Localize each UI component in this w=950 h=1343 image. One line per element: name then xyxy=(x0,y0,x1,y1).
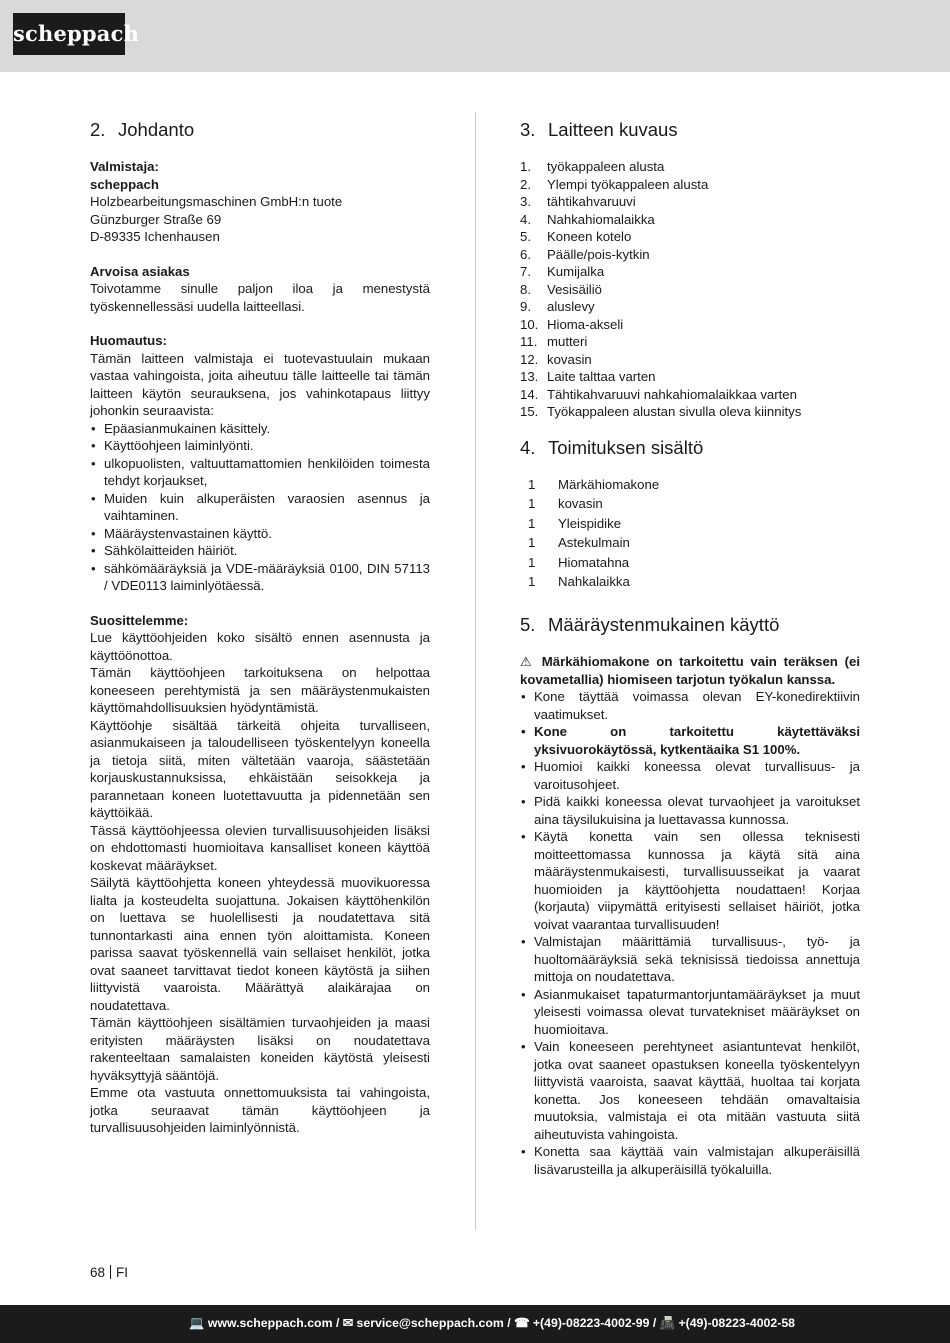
paragraph: Emme ota vastuuta onnettomuuksista tai vahingoista, jotka seuraavat tämän käyttöohjeen ja turvallisuusohjeiden laiminlyönnistä. xyxy=(90,1085,430,1135)
note-title: Huomautus: xyxy=(90,333,167,348)
item-name: Hiomatahna xyxy=(558,554,630,570)
quantity: 1 xyxy=(528,574,536,590)
address-line: Günzburger Straße 69 xyxy=(90,211,222,227)
paragraph: Käyttöohje sisältää tärkeitä ohjeita turvalliseen, asianmukaiseen ja taloudelliseen työskentelyyn koneella ja tietoja siitä, miten vältetään vaaroja, säästetään korjauskustannuksissa, ehkäistään seisokkeja ja parannetaan koneen luotettavuutta ja pidennetään sen käyttöikää. xyxy=(90,717,430,820)
mail-icon: ✉ xyxy=(342,1316,354,1330)
list-item: • Käyttöohjeen laiminlyönti. xyxy=(90,437,430,455)
separator: / xyxy=(335,1316,340,1330)
dear-customer-title: Arvoisa asiakas xyxy=(90,263,190,279)
item-text: kovasin xyxy=(547,351,592,367)
computer-icon: 💻 xyxy=(189,1316,205,1330)
table-row xyxy=(528,476,659,496)
item-number: 9. xyxy=(520,299,531,314)
page-number xyxy=(90,1265,128,1280)
list-item: • Sähkölaitteiden häiriöt. xyxy=(90,542,430,560)
paragraph: Tämän käyttöohjeen tarkoituksena on helpottaa koneeseen perehtymistä ja sen määräystenmukaisten käyttömahdollisuuksien hyödyntämistä. xyxy=(90,665,430,715)
paragraph: Tässä käyttöohjeessa olevien turvallisuusohjeiden lisäksi on ehdottomasti huomioitava kansalliset koneen käyttöä koskevat määräykset. xyxy=(90,822,430,873)
page-number-separator xyxy=(110,1265,111,1279)
list-item xyxy=(520,298,860,316)
list-item xyxy=(520,176,860,194)
item-text: Hioma-akseli xyxy=(547,316,624,332)
item-number: 6. xyxy=(520,246,531,262)
item-text: Vesisäiliö xyxy=(547,281,602,297)
manufacturer-block xyxy=(90,158,430,246)
paragraph: Lue käyttöohjeiden koko sisältö ennen asennusta ja käyttöönottoa. xyxy=(90,630,430,663)
paragraph: Säilytä käyttöohjetta koneen yhteydessä muovikuoressa lialta ja kosteudelta suojattuna. Jokaisen käyttöhenkilön on luettava se huolellisesti ja noudatettava sitä tunnontarkasti aina ennen työn aloittamista. Koneen parissa saavat työskennellä vain sellaiset henkilöt, jotka ovat saaneet tarvittavat tiedot koneen käytöstä ja siihen liittyvistä vaaroista. Määrättyä alaikärajaa on noudatettava. xyxy=(90,875,430,1013)
paragraph: Tämän käyttöohjeen sisältämien turvaohjeiden ja maasi erityisten määräysten lisäksi on noudatettava rakenteeltaan samalaisten koneiden käytöstä yleisesti hyväksyttyjä sääntöjä. xyxy=(90,1015,430,1083)
item-text: aluslevy xyxy=(547,299,595,314)
page-number-value: 68 xyxy=(90,1265,106,1280)
list-item: • Epäasianmukainen käsittely. xyxy=(90,420,430,438)
item-name: Nahkalaikka xyxy=(558,574,630,590)
section-number: 3. xyxy=(520,119,536,140)
right-column xyxy=(520,118,860,1178)
delivery-table xyxy=(528,476,659,594)
parts-list xyxy=(520,158,860,421)
scheppach-logo: scheppach xyxy=(13,13,125,55)
item-number: 8. xyxy=(520,281,531,297)
list-item: • Pidä kaikki koneessa olevat turvaohjeet ja varoitukset aina täysilukuisina ja luettavassa kunnossa. xyxy=(520,793,860,828)
column-divider xyxy=(475,112,476,1230)
item-number: 13. xyxy=(520,369,539,384)
list-item: • Kone täyttää voimassa olevan EY-konedirektiivin vaatimukset. xyxy=(520,688,860,723)
manufacturer-label: Valmistaja: xyxy=(90,159,159,174)
item-number: 7. xyxy=(520,264,531,279)
list-item xyxy=(520,386,860,404)
table-row xyxy=(528,573,659,593)
warning-icon: ⚠ xyxy=(520,654,535,670)
list-item: • ulkopuolisten, valtuuttamattomien henkilöiden toimesta tehdyt korjaukset, xyxy=(90,455,430,490)
item-name: Astekulmain xyxy=(558,535,630,551)
item-text: Päälle/pois-kytkin xyxy=(547,246,650,262)
section-heading-delivery-contents xyxy=(520,436,860,460)
quantity: 1 xyxy=(528,535,536,551)
item-text: Työkappaleen alustan sivulla oleva kiinnitys xyxy=(547,404,802,419)
table-row xyxy=(528,515,659,535)
manufacturer-name: scheppach xyxy=(90,176,159,192)
left-column xyxy=(90,118,430,1154)
item-number: 1. xyxy=(520,159,531,174)
contact-line xyxy=(189,1316,795,1331)
email-link[interactable]: service@scheppach.com xyxy=(356,1316,504,1330)
fax-number: +(49)-08223-4002-58 xyxy=(678,1316,795,1330)
item-name: kovasin xyxy=(558,496,603,512)
address-line: Holzbearbeitungsmaschinen GmbH:n tuote xyxy=(90,194,343,209)
table-row xyxy=(528,554,659,574)
list-item xyxy=(520,351,860,369)
item-number: 15. xyxy=(520,404,539,419)
list-item: • Konetta saa käyttää vain valmistajan alkuperäisillä lisävarusteilla ja alkuperäisillä työkaluilla. xyxy=(520,1143,860,1178)
section-heading-introduction xyxy=(90,118,430,142)
item-text: Ylempi työkappaleen alusta xyxy=(547,176,709,192)
page-footer xyxy=(0,1305,950,1343)
item-name: Yleispidike xyxy=(558,515,622,531)
quantity: 1 xyxy=(528,496,536,512)
section-title: Määräystenmukainen käyttö xyxy=(548,614,780,636)
section-number: 2. xyxy=(90,119,106,140)
item-text: tähtikahvaruuvi xyxy=(547,194,636,209)
item-number: 3. xyxy=(520,194,531,209)
intended-use-list xyxy=(520,688,860,1178)
recommendation-title: Suosittelemme: xyxy=(90,612,189,628)
phone-number: +(49)-08223-4002-99 xyxy=(532,1316,650,1330)
item-number: 2. xyxy=(520,176,531,192)
quantity: 1 xyxy=(528,554,536,570)
section-number: 4. xyxy=(520,436,536,458)
separator: / xyxy=(652,1316,657,1330)
warning-message: Märkähiomakone on tarkoitettu vain teräksen (ei kovametallia) hiomiseen tarjotun työkalun kanssa. xyxy=(520,654,861,687)
dear-customer-text: Toivotamme sinulle paljon iloa ja menestystä työskennellessäsi uudella laitteellasi. xyxy=(90,281,430,314)
list-item: • Vain koneeseen perehtyneet asiantuntevat henkilöt, jotka ovat saaneet opastuksen koneella työskentelyyn liittyvistä vaaroista, saavat käyttää, huoltaa tai korjata konetta. Jos koneeseen tehdään omavaltaisia muutoksia, valmistaja ei ota mitään vastuuta siitä aiheutuvista vahingoista. xyxy=(520,1038,860,1143)
page-header xyxy=(0,0,950,72)
quantity: 1 xyxy=(528,476,536,492)
list-item: • Asianmukaiset tapaturmantorjuntamääräykset ja muut yleisesti voimassa olevat turvatekniset määräykset on huomioitava. xyxy=(520,986,860,1039)
item-text: Laite talttaa varten xyxy=(547,369,656,384)
item-name: Märkähiomakone xyxy=(558,476,660,492)
item-text: Kumijalka xyxy=(547,264,605,279)
fax-icon: 📠 xyxy=(659,1316,676,1330)
list-item xyxy=(520,281,860,299)
note-list xyxy=(90,420,430,595)
list-item xyxy=(520,228,860,246)
list-item xyxy=(520,333,860,351)
address-line: D-89335 Ichenhausen xyxy=(90,229,220,244)
list-item xyxy=(520,263,860,281)
item-number: 10. xyxy=(520,316,539,332)
list-item xyxy=(520,193,860,211)
section-heading-intended-use xyxy=(520,613,860,637)
list-item xyxy=(520,158,860,176)
language-code: FI xyxy=(116,1265,129,1280)
list-item xyxy=(520,368,860,386)
item-text: Tähtikahvaruuvi nahkahiomalaikkaa varten xyxy=(547,386,797,402)
list-item xyxy=(520,246,860,264)
list-item: • Kone on tarkoitettu käytettäväksi yksivuorokäytössä, kytkentäaika S1 100%. xyxy=(520,723,860,758)
separator: / xyxy=(507,1316,511,1330)
section-title: Johdanto xyxy=(118,119,195,140)
note-block xyxy=(90,332,430,595)
list-item xyxy=(520,211,860,229)
list-item: • Huomioi kaikki koneessa olevat turvallisuus- ja varoitusohjeet. xyxy=(520,758,860,793)
item-number: 12. xyxy=(520,351,539,367)
item-number: 5. xyxy=(520,229,531,244)
section-title: Toimituksen sisältö xyxy=(548,436,704,458)
item-text: Nahkahiomalaikka xyxy=(547,211,655,227)
list-item: • Valmistajan määrittämiä turvallisuus-, työ- ja huoltomääräyksiä sekä teknisissä tiedoissa annettuja mittoja on noudatettava. xyxy=(520,933,860,986)
warning-text xyxy=(520,653,860,688)
quantity: 1 xyxy=(528,515,536,531)
list-item xyxy=(520,316,860,334)
list-item xyxy=(520,403,860,421)
item-text: Koneen kotelo xyxy=(547,229,632,244)
item-number: 11. xyxy=(520,334,538,349)
recommendation-block xyxy=(90,612,430,1137)
note-text: Tämän laitteen valmistaja ei tuotevastuulain mukaan vastaa vahingoista, joita aiheutuu tälle laitteelle tai tämän laitteen käytön seurauksena, jos vahinkotapaus liittyy johonkin seuraavista: xyxy=(90,350,430,418)
section-heading-device-description xyxy=(520,118,860,142)
item-number: 4. xyxy=(520,211,531,227)
dear-customer-block xyxy=(90,263,430,316)
table-row xyxy=(528,495,659,515)
item-text: mutteri xyxy=(547,334,588,349)
phone-icon: ☎ xyxy=(514,1316,530,1330)
list-item: • Määräystenvastainen käyttö. xyxy=(90,525,430,543)
item-text: työkappaleen alusta xyxy=(547,159,665,174)
list-item: • Muiden kuin alkuperäisten varaosien asennus ja vaihtaminen. xyxy=(90,490,430,525)
list-item: • Käytä konetta vain sen ollessa teknisesti moitteettomassa kunnossa ja käytä sitä aina määräystenmukaisesti, turvallisuusseikat ja vaarat huomioiden ja käyttöohjetta noudattaen! Korjaa (korjauta) viipymättä erityisesti sellaiset häiriöt, jotka voivat vaarantaa turvallisuuden! xyxy=(520,828,860,933)
list-item: • sähkömääräyksiä ja VDE-määräyksiä 0100, DIN 57113 / VDE0113 laiminlyötäessä. xyxy=(90,560,430,595)
section-title: Laitteen kuvaus xyxy=(548,119,678,140)
website-link[interactable]: www.scheppach.com xyxy=(207,1316,333,1330)
table-row xyxy=(528,534,659,554)
item-number: 14. xyxy=(520,386,539,402)
section-number: 5. xyxy=(520,614,536,636)
